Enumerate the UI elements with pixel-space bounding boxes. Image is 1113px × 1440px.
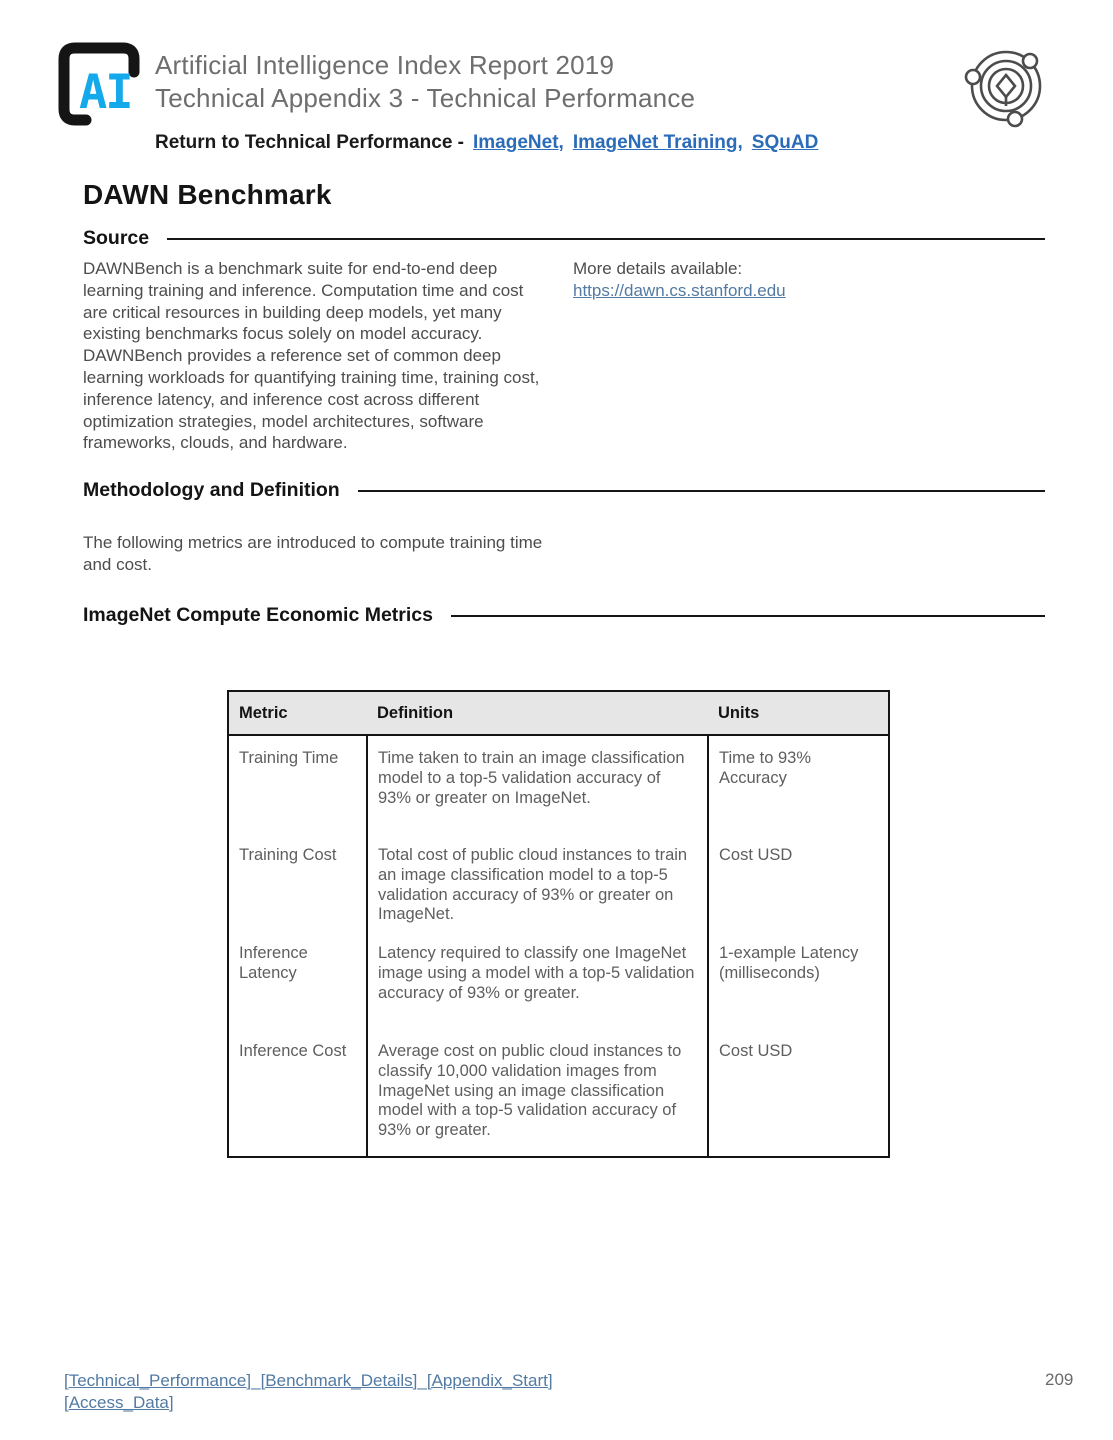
nav-link-squad[interactable]: SQuAD [751, 132, 819, 153]
methodology-section-heading [83, 479, 1045, 502]
cell-metric: Training Time [228, 735, 367, 833]
report-title-line1: Artificial Intelligence Index Report 2019 [155, 50, 615, 80]
cell-units: Cost USD [719, 846, 793, 864]
cell-definition: Average cost on public cloud instances to classify 10,000 validation images from ImageNet using an image classification model with a top-5 validation accuracy of 93% or greater. [367, 1029, 708, 1157]
cell-units: Time to 93% Accuracy [719, 749, 812, 787]
methodology-body-text: The following metrics are introduced to compute training time and cost. [83, 533, 543, 574]
table-row [228, 1029, 889, 1157]
metrics-heading-label: ImageNet Compute Economic Metrics [83, 604, 433, 626]
metrics-table [227, 690, 890, 1158]
page-number: 209 [1045, 1370, 1074, 1389]
page-title: DAWN Benchmark [83, 179, 332, 210]
report-title [155, 49, 695, 115]
more-details-block [573, 258, 786, 302]
table-row [228, 931, 889, 1029]
column-header-definition: Definition [367, 691, 708, 735]
footer-nav-line2 [64, 1392, 553, 1414]
source-section-heading [83, 227, 1045, 250]
return-nav [155, 132, 818, 154]
nav-link-imagenet[interactable]: ImageNet, [473, 132, 564, 153]
more-details-label: More details available: [573, 259, 743, 278]
table-header-row [228, 691, 889, 735]
nav-link-imagenet-training[interactable]: ImageNet Training, [572, 132, 743, 153]
heading-rule [451, 615, 1045, 617]
heading-rule [358, 490, 1045, 492]
footer-nav [64, 1370, 553, 1414]
cell-definition: Total cost of public cloud instances to train an image classification model to a top-5 validation accuracy of 93% or greater on ImageNet. [367, 833, 708, 931]
footer-separator: _ [251, 1371, 261, 1390]
footer-link-appendix-start[interactable]: [Appendix_Start] [426, 1371, 553, 1390]
column-header-metric: Metric [228, 691, 367, 735]
footer-separator: _ [417, 1371, 427, 1390]
table-row [228, 833, 889, 931]
cell-units: 1-example Latency (milliseconds) [719, 944, 859, 982]
footer-link-technical-performance[interactable]: [Technical_Performance] [64, 1371, 252, 1390]
dawn-stanford-link[interactable]: https://dawn.cs.stanford.edu [573, 281, 786, 300]
ai-index-logo [58, 42, 158, 126]
logo-ai-text: AI [79, 65, 132, 120]
orbit-icon [962, 34, 1050, 138]
footer-link-access-data[interactable]: [Access_Data] [64, 1393, 174, 1412]
report-title-line2: Technical Appendix 3 - Technical Performance [155, 83, 696, 113]
table-row [228, 735, 889, 833]
cell-definition: Latency required to classify one ImageNet image using a model with a top-5 validation accuracy of 93% or greater. [367, 931, 708, 1029]
source-body-text: DAWNBench is a benchmark suite for end-to-end deep learning training and inference. Computation time and cost are critical resources in building deep models, yet many existing benchmarks focus solely on model accuracy. DAWNBench provides a reference set of common deep learning workloads for quantifying training time, training cost, inference latency, and inference cost across different optimization strategies, model architectures, software frameworks, clouds, and hardware. [83, 259, 540, 453]
footer-nav-line1 [64, 1370, 553, 1392]
source-heading-label: Source [83, 227, 150, 249]
cell-metric: Inference Latency [228, 931, 367, 1029]
cell-metric: Training Cost [228, 833, 367, 931]
footer-link-benchmark-details[interactable]: [Benchmark_Details] [260, 1371, 418, 1390]
methodology-heading-label: Methodology and Definition [83, 479, 340, 501]
column-header-units: Units [708, 691, 889, 735]
cell-definition: Time taken to train an image classification model to a top-5 validation accuracy of 93% or greater on ImageNet. [367, 735, 708, 833]
metrics-section-heading [83, 604, 1045, 627]
return-nav-label: Return to Technical Performance - [155, 132, 464, 153]
heading-rule [167, 238, 1045, 240]
cell-units: Cost USD [719, 1042, 793, 1060]
cell-metric: Inference Cost [228, 1029, 367, 1157]
